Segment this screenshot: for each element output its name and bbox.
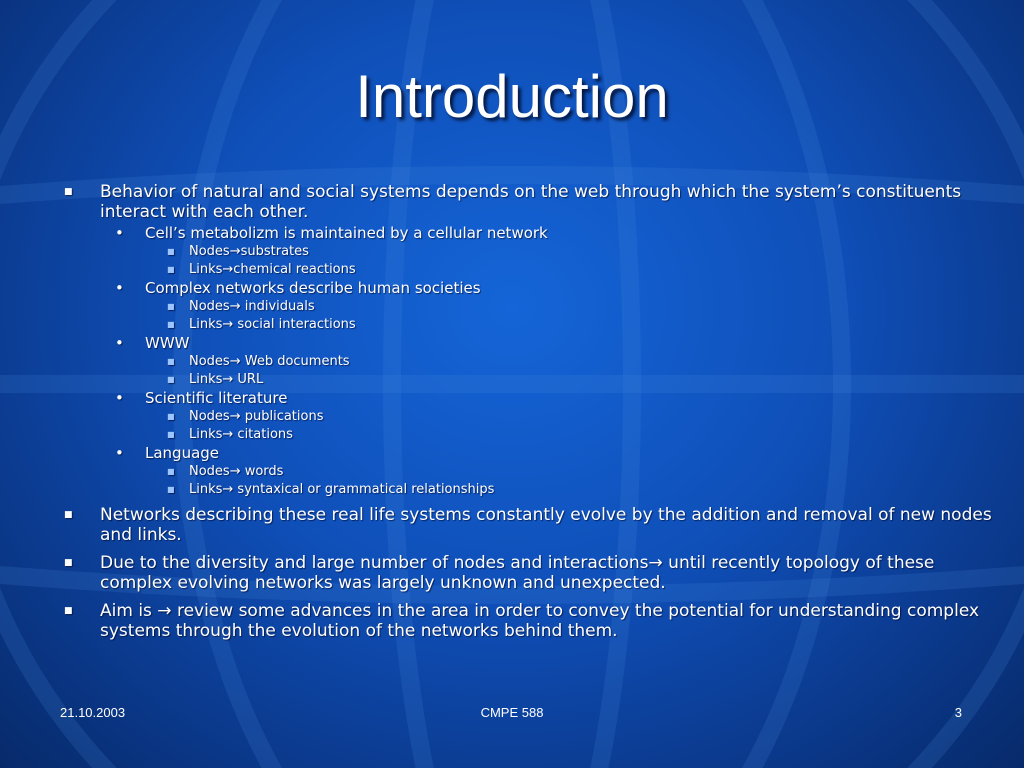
sub-sub-bullet: [60, 353, 1000, 370]
sub-sub-bullet-text: Links→chemical reactions: [189, 262, 356, 277]
sub-bullet-human-societies: [60, 279, 1000, 297]
sub-sub-bullet: [60, 261, 1000, 278]
sub-bullet-text: Cell’s metabolizm is maintained by a cellular network: [145, 224, 548, 242]
sub-sub-bullet: [60, 426, 1000, 443]
sub-sub-bullet: [60, 463, 1000, 480]
square-bullet-icon: ■: [167, 375, 175, 384]
dot-bullet-icon: •: [115, 389, 124, 407]
bullet-text: Due to the diversity and large number of nodes and interactions→ until recently topology of these complex evolving networks was largely unknown and unexpected.: [100, 553, 935, 593]
square-bullet-icon: ■: [167, 247, 175, 256]
bullet-text: Behavior of natural and social systems depends on the web through which the system’s constituents interact with each other.: [100, 182, 962, 222]
square-bullet-icon: ■: [167, 320, 175, 329]
sub-sub-bullet: [60, 481, 1000, 498]
bullet-diversity: [60, 553, 1000, 593]
square-bullet-icon: ■: [167, 430, 175, 439]
sub-sub-bullet: [60, 243, 1000, 260]
bullet-text: Networks describing these real life systems constantly evolve by the addition and removal of new nodes and links.: [100, 505, 992, 545]
dot-bullet-icon: •: [115, 444, 124, 462]
footer-date: 21.10.2003: [60, 705, 126, 720]
sub-sub-bullet: [60, 408, 1000, 425]
square-bullet-icon: ■: [167, 485, 175, 494]
sub-bullet-language: [60, 444, 1000, 462]
square-bullet-icon: ■: [167, 357, 175, 366]
dot-bullet-icon: •: [115, 279, 124, 297]
square-bullet-icon: ■: [64, 558, 73, 568]
footer-course: CMPE 588: [480, 705, 544, 720]
sub-sub-bullet-text: Nodes→ Web documents: [189, 354, 350, 369]
square-bullet-icon: ■: [64, 187, 73, 197]
sub-sub-bullet-text: Nodes→substrates: [189, 244, 309, 259]
footer-page-number: 3: [954, 705, 962, 720]
sub-sub-bullet: [60, 371, 1000, 388]
sub-sub-bullet-text: Nodes→ individuals: [189, 299, 315, 314]
sub-sub-bullet-text: Links→ social interactions: [189, 317, 356, 332]
square-bullet-icon: ■: [64, 510, 73, 520]
bullet-behavior-of-systems: [60, 182, 1000, 222]
sub-bullet-text: WWW: [145, 334, 190, 352]
sub-bullet-scientific-literature: [60, 389, 1000, 407]
dot-bullet-icon: •: [115, 334, 124, 352]
bullet-aim: [60, 601, 1000, 641]
square-bullet-icon: ■: [64, 606, 73, 616]
slide-title: Introduction: [355, 63, 669, 130]
dot-bullet-icon: •: [115, 224, 124, 242]
square-bullet-icon: ■: [167, 467, 175, 476]
bullet-text: Aim is → review some advances in the area in order to convey the potential for understanding complex systems through the evolution of the networks behind them.: [100, 601, 980, 641]
square-bullet-icon: ■: [167, 265, 175, 274]
slide-content: [60, 182, 1000, 643]
sub-sub-bullet: [60, 298, 1000, 315]
sub-sub-bullet-text: Links→ URL: [189, 372, 264, 387]
sub-sub-bullet-text: Nodes→ publications: [189, 409, 324, 424]
square-bullet-icon: ■: [167, 412, 175, 421]
sub-sub-bullet-text: Nodes→ words: [189, 464, 284, 479]
square-bullet-icon: ■: [167, 302, 175, 311]
sub-sub-bullet-text: Links→ syntaxical or grammatical relationships: [189, 482, 495, 497]
sub-bullet-text: Complex networks describe human societies: [145, 279, 481, 297]
sub-sub-bullet-text: Links→ citations: [189, 427, 293, 442]
sub-bullet-text: Scientific literature: [145, 389, 288, 407]
sub-bullet-www: [60, 334, 1000, 352]
sub-bullet-cell-metabolism: [60, 224, 1000, 242]
sub-sub-bullet: [60, 316, 1000, 333]
sub-bullet-text: Language: [145, 444, 220, 462]
bullet-networks-evolve: [60, 505, 1000, 545]
